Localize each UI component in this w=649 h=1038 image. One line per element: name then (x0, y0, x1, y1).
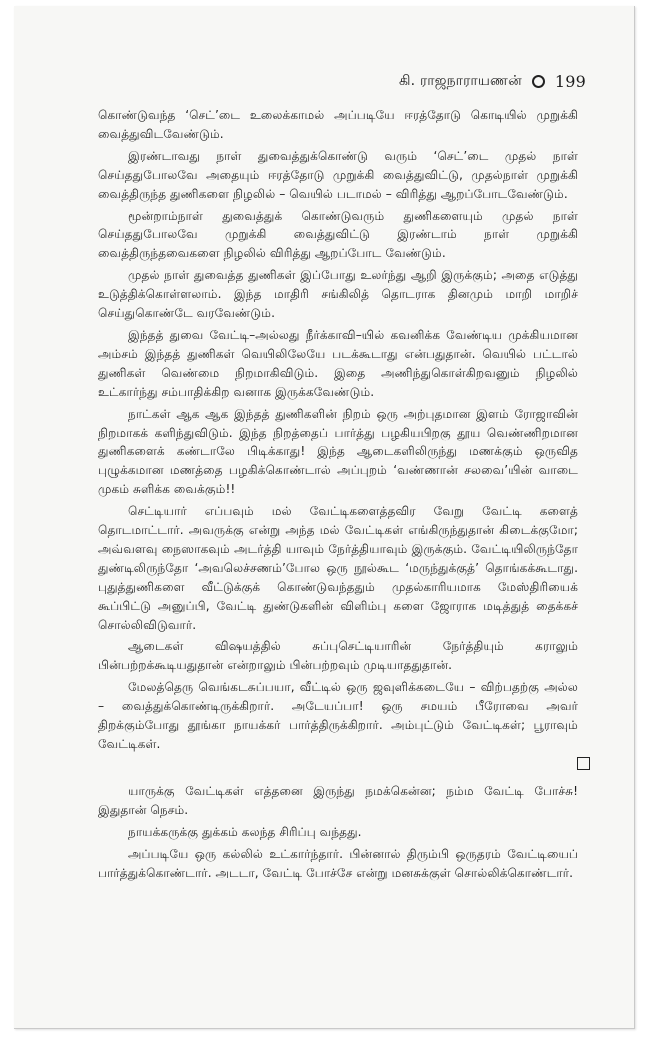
paragraph: நாயக்கருக்கு துக்கம் கலந்த சிரிப்பு வந்தது. (128, 824, 362, 839)
book-page (14, 6, 635, 1029)
paragraph: மூன்றாம்நாள் துவைத்துக் கொண்டுவரும் துணிகளையும் முதல் நாள் செய்ததுபோலவே முறுக்கி வைத்துவிட்டு இரண்டாம் நாள் முறுக்கி வைத்திருந்தவைகளை நிழலில் விரித்து ஆறப்போட வேண்டும். (98, 208, 578, 261)
body-text (98, 106, 578, 885)
page-number: 199 (554, 72, 586, 91)
closing-section (98, 782, 578, 883)
paragraph: யாருக்கு வேட்டிகள் எத்தனை இருந்து நமக்கென்ன; நம்ம வேட்டி போச்சு! இதுதான் நெசம். (98, 783, 578, 817)
paragraph: இந்தத் துவை வேட்டி–அல்லது நீர்க்காவி–யில் கவனிக்க வேண்டிய முக்கியமான அம்சம் இந்தத் துணிகள் வெயிலிலேயே படக்கூடாது என்பதுதான். வெயில் பட்டால் துணிகள் வெண்மை நிறமாகிவிடும். இதை அணிந்துகொள்கிறவனும் நிழலில் உட்கார்ந்து சம்பாதிக்கிற வனாக இருக்கவேண்டும். (98, 327, 578, 399)
circle-ornament-icon (532, 75, 545, 88)
paragraph: கொண்டுவந்த ‘செட்’டை உலைக்காமல் அப்படியே ஈரத்தோடு கொடியில் முறுக்கி வைத்துவிடவேண்டும். (98, 108, 578, 141)
paragraph: நாட்கள் ஆக ஆக இந்தத் துணிகளின் நிறம் ஒரு அற்புதமான இளம் ரோஜாவின் நிறமாகக் களிந்துவிடும். இந்த நிறத்தைப் பார்த்து பழகியபிறகு தூய வெண்ணிறமான துணிகளைக் கண்டாலே பிடிக்காது! இந்த ஆடைகளிலிருந்து மணக்கும் ஒருவித புழுக்கமான மணத்தை பழகிக்கொண்டால் அப்புறம் ‘வண்ணான் சலவை’யின் வாடை முகம் சுளிக்க வைக்கும்!! (98, 406, 578, 497)
section-end-square-icon (577, 757, 590, 770)
paragraph: ஆடைகள் விஷயத்தில் சுப்புசெட்டியாரின் நேர்த்தியும் கராலும் பின்பற்றக்கூடியதுதான் என்றாலும் பின்பற்றவும் முடியாததுதான். (98, 639, 578, 673)
paragraph: செட்டியார் எப்பவும் மல் வேட்டிகளைத்தவிர வேறு வேட்டி களைத் தொடமாட்டார். அவருக்கு என்று அந்த மல் வேட்டிகள் எங்கிருந்துதான் கிடைக்குமோ; அவ்வளவு நைஸாகவும் அடர்த்தி யாவும் நேர்த்தியாவும் இருக்கும். வேட்டியிலிருந்தோ துண்டிலிருந்தோ ‘அவலெச்சணம்’போல ஒரு நூல்கூட ‘மருந்துக்குத்’ தொங்கக்கூடாது. புதுத்துணிகளை வீட்டுக்குக் கொண்டுவந்ததும் முதல்காரியமாக மேஸ்திரியைக் கூப்பிட்டு அனுப்பி, வேட்டி துண்டுகளின் விளிம்பு களை ஜோராக மடித்துத் தைக்கச் சொல்லிவிடுவார். (98, 504, 578, 632)
paragraph: முதல் நாள் துவைத்த துணிகள் இப்போது உலர்ந்து ஆறி இருக்கும்; அதை எடுத்து உடுத்திக்கொள்ளலாம். இந்த மாதிரி சங்கிலித் தொடராக தினமும் மாறி மாறிச் செய்துகொண்டே வரவேண்டும். (98, 268, 578, 321)
running-header (399, 72, 586, 91)
running-header-author: கி. ராஜநாராயணன் (399, 72, 522, 89)
paragraph: அப்படியே ஒரு கல்லில் உட்கார்ந்தார். பின்னால் திரும்பி ஒருதரம் வேட்டியைப் பார்த்துக்கொண்டார். அடடா, வேட்டி போச்சே என்று மனசுக்குள் சொல்லிக்கொண்டார். (98, 846, 578, 880)
paragraph: இரண்டாவது நாள் துவைத்துக்கொண்டு வரும் ‘செட்’டை முதல் நாள் செய்ததுபோலவே அதையும் ஈரத்தோடு முறுக்கி வைத்துவிட்டு, முதல்நாள் முறுக்கி வைத்திருந்த துணிகளை நிழலில் – வெயில் படாமல் – விரித்து ஆறப்போடவேண்டும். (98, 148, 578, 201)
paragraph: மேலத்தெரு வெங்கடசுப்பயா, வீட்டில் ஒரு ஜவுளிக்கடையே – விற்பதற்கு அல்ல – வைத்துக்கொண்டிருக்கிறார். அடேயப்பா! ஒரு சமயம் பீரோவை அவர் திறக்கும்போது தூங்கா நாயக்கர் பார்த்திருக்கிறார். அம்புட்டும் வேட்டிகள்; பூராவும் வேட்டிகள். (98, 680, 578, 751)
